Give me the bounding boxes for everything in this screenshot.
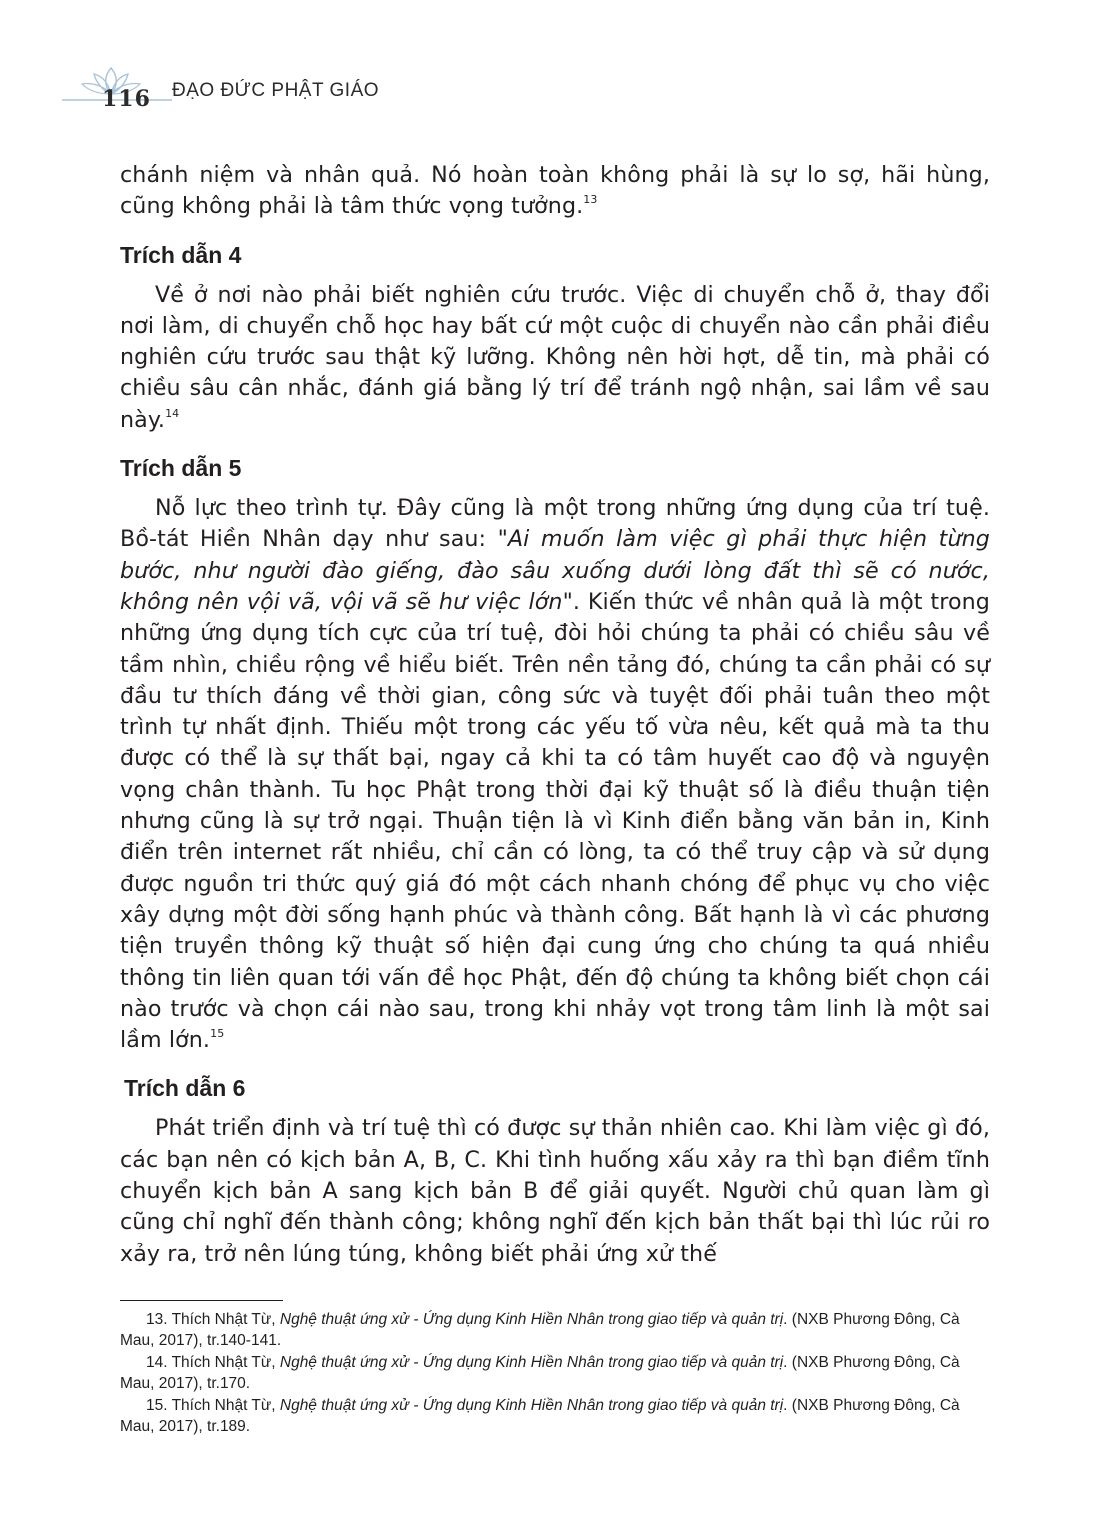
footnote-ref-14: 14 — [165, 406, 180, 420]
page-number: 116 — [102, 86, 151, 112]
section-heading-5: Trích dẫn 5 — [120, 455, 242, 482]
section-4-paragraph: Về ở nơi nào phải biết nghiên cứu trước. Việc di chuyển chỗ ở, thay đổi nơi làm, di chuyển chỗ học hay bất cứ một cuộc di chuyển nào cần phải điều nghiên cứu trước sau thật kỹ lưỡng. Không nên hời hợt, dễ tin, mà phải có chiều sâu cân nhắc, đánh giá bằng lý trí để tránh ngộ nhận, sai lầm về sau này.$^{14}$ — [120, 281, 990, 433]
section-heading-4: Trích dẫn 4 — [120, 241, 242, 268]
section-6-paragraph: Phát triển định và trí tuệ thì có được sự thản nhiên cao. Khi làm việc gì đó, các bạn nên có kịch bản A, B, C. Khi tình huống xấu xảy ra thì bạn điềm tĩnh chuyển kịch bản A sang kịch bản B để giải quyết. Người chủ quan làm gì cũng chỉ nghĩ đến thành công; không nghĩ đến kịch bản thất bại thì lúc rủi ro xảy ra, trở nên lúng túng, không biết phải ứng xử thế — [120, 1115, 990, 1267]
footnote-13: 13. Thích Nhật Từ, Nghệ thuật ứng xử - Ứng dụng Kinh Hiền Nhân trong giao tiếp và quản trị. (NXB Phương Đông, Cà Mau, 2017), tr.140-141. — [120, 1311, 960, 1349]
section-heading-6: Trích dẫn 6 — [124, 1075, 246, 1102]
running-title: ĐẠO ĐỨC PHẬT GIÁO — [172, 80, 380, 101]
footnote-divider — [120, 1300, 283, 1301]
footnote-ref-15: 15 — [210, 1027, 225, 1041]
footnote-14: 14. Thích Nhật Từ, Nghệ thuật ứng xử - Ứng dụng Kinh Hiền Nhân trong giao tiếp và quản trị. (NXB Phương Đông, Cà Mau, 2017), tr.170. — [120, 1354, 960, 1392]
footnotes — [120, 1310, 990, 1439]
quote-text: Ai muốn làm việc gì phải thực hiện từng bước, như người đào giếng, đào sâu xuống dưới lòng đất thì sẽ có nước, không nên vội vã, vội vã sẽ hư việc lớn — [120, 526, 990, 615]
main-content — [120, 160, 990, 1270]
footnote-ref-13: 13 — [583, 193, 598, 207]
intro-paragraph: chánh niệm và nhân quả. Nó hoàn toàn không phải là sự lo sợ, hãi hùng, cũng không phải là tâm thức vọng tưởng.$^{13}$ — [120, 162, 990, 220]
section-5-paragraph: Nỗ lực theo trình tự. Đây cũng là một trong những ứng dụng của trí tuệ. Bồ-tát Hiền Nhân dạy như sau: "Ai muốn làm việc gì phải thực hiện từng bước, như người đào giếng, đào sâu xuống dưới lòng đất thì sẽ có nước, không nên vội vã, vội vã sẽ hư việc lớn". Kiến thức về nhân quả là một trong những ứng dụng tích cực của trí tuệ, đòi hỏi chúng ta phải có chiều sâu về tầm nhìn, chiều rộng về hiểu biết. Trên nền tảng đó, chúng ta cần phải có sự đầu tư thích đáng về thời gian, công sức và tuyệt đối phải tuân theo một trình tự nhất định. Thiếu một trong các yếu tố vừa nêu, kết quả mà ta thu được có thể là sự thất bại, ngay cả khi ta có tâm huyết cao độ và nguyện vọng chân thành. Tu học Phật trong thời đại kỹ thuật số là điều thuận tiện nhưng cũng là sự trở ngại. Thuận tiện là vì Kinh điển bằng văn bản in, Kinh điển trên internet rất nhiều, chỉ cần có lòng, ta có thể truy cập và sử dụng được nguồn tri thức quý giá đó một cách nhanh chóng để phục vụ cho việc xây dựng một đời sống hạnh phúc và thành công. Bất hạnh là vì các phương tiện truyền thông kỹ thuật số hiện đại cung ứng cho chúng ta quá nhiều thông tin liên quan tới vấn đề học Phật, đến độ chúng ta không biết chọn cái nào trước và chọn cái nào sau, trong khi nhảy vọt trong tâm linh là một sai lầm lớn.$^{15}$ — [120, 495, 990, 1054]
page-header — [62, 64, 462, 124]
footnote-15: 15. Thích Nhật Từ, Nghệ thuật ứng xử - Ứng dụng Kinh Hiền Nhân trong giao tiếp và quản trị. (NXB Phương Đông, Cà Mau, 2017), tr.189. — [120, 1397, 960, 1435]
